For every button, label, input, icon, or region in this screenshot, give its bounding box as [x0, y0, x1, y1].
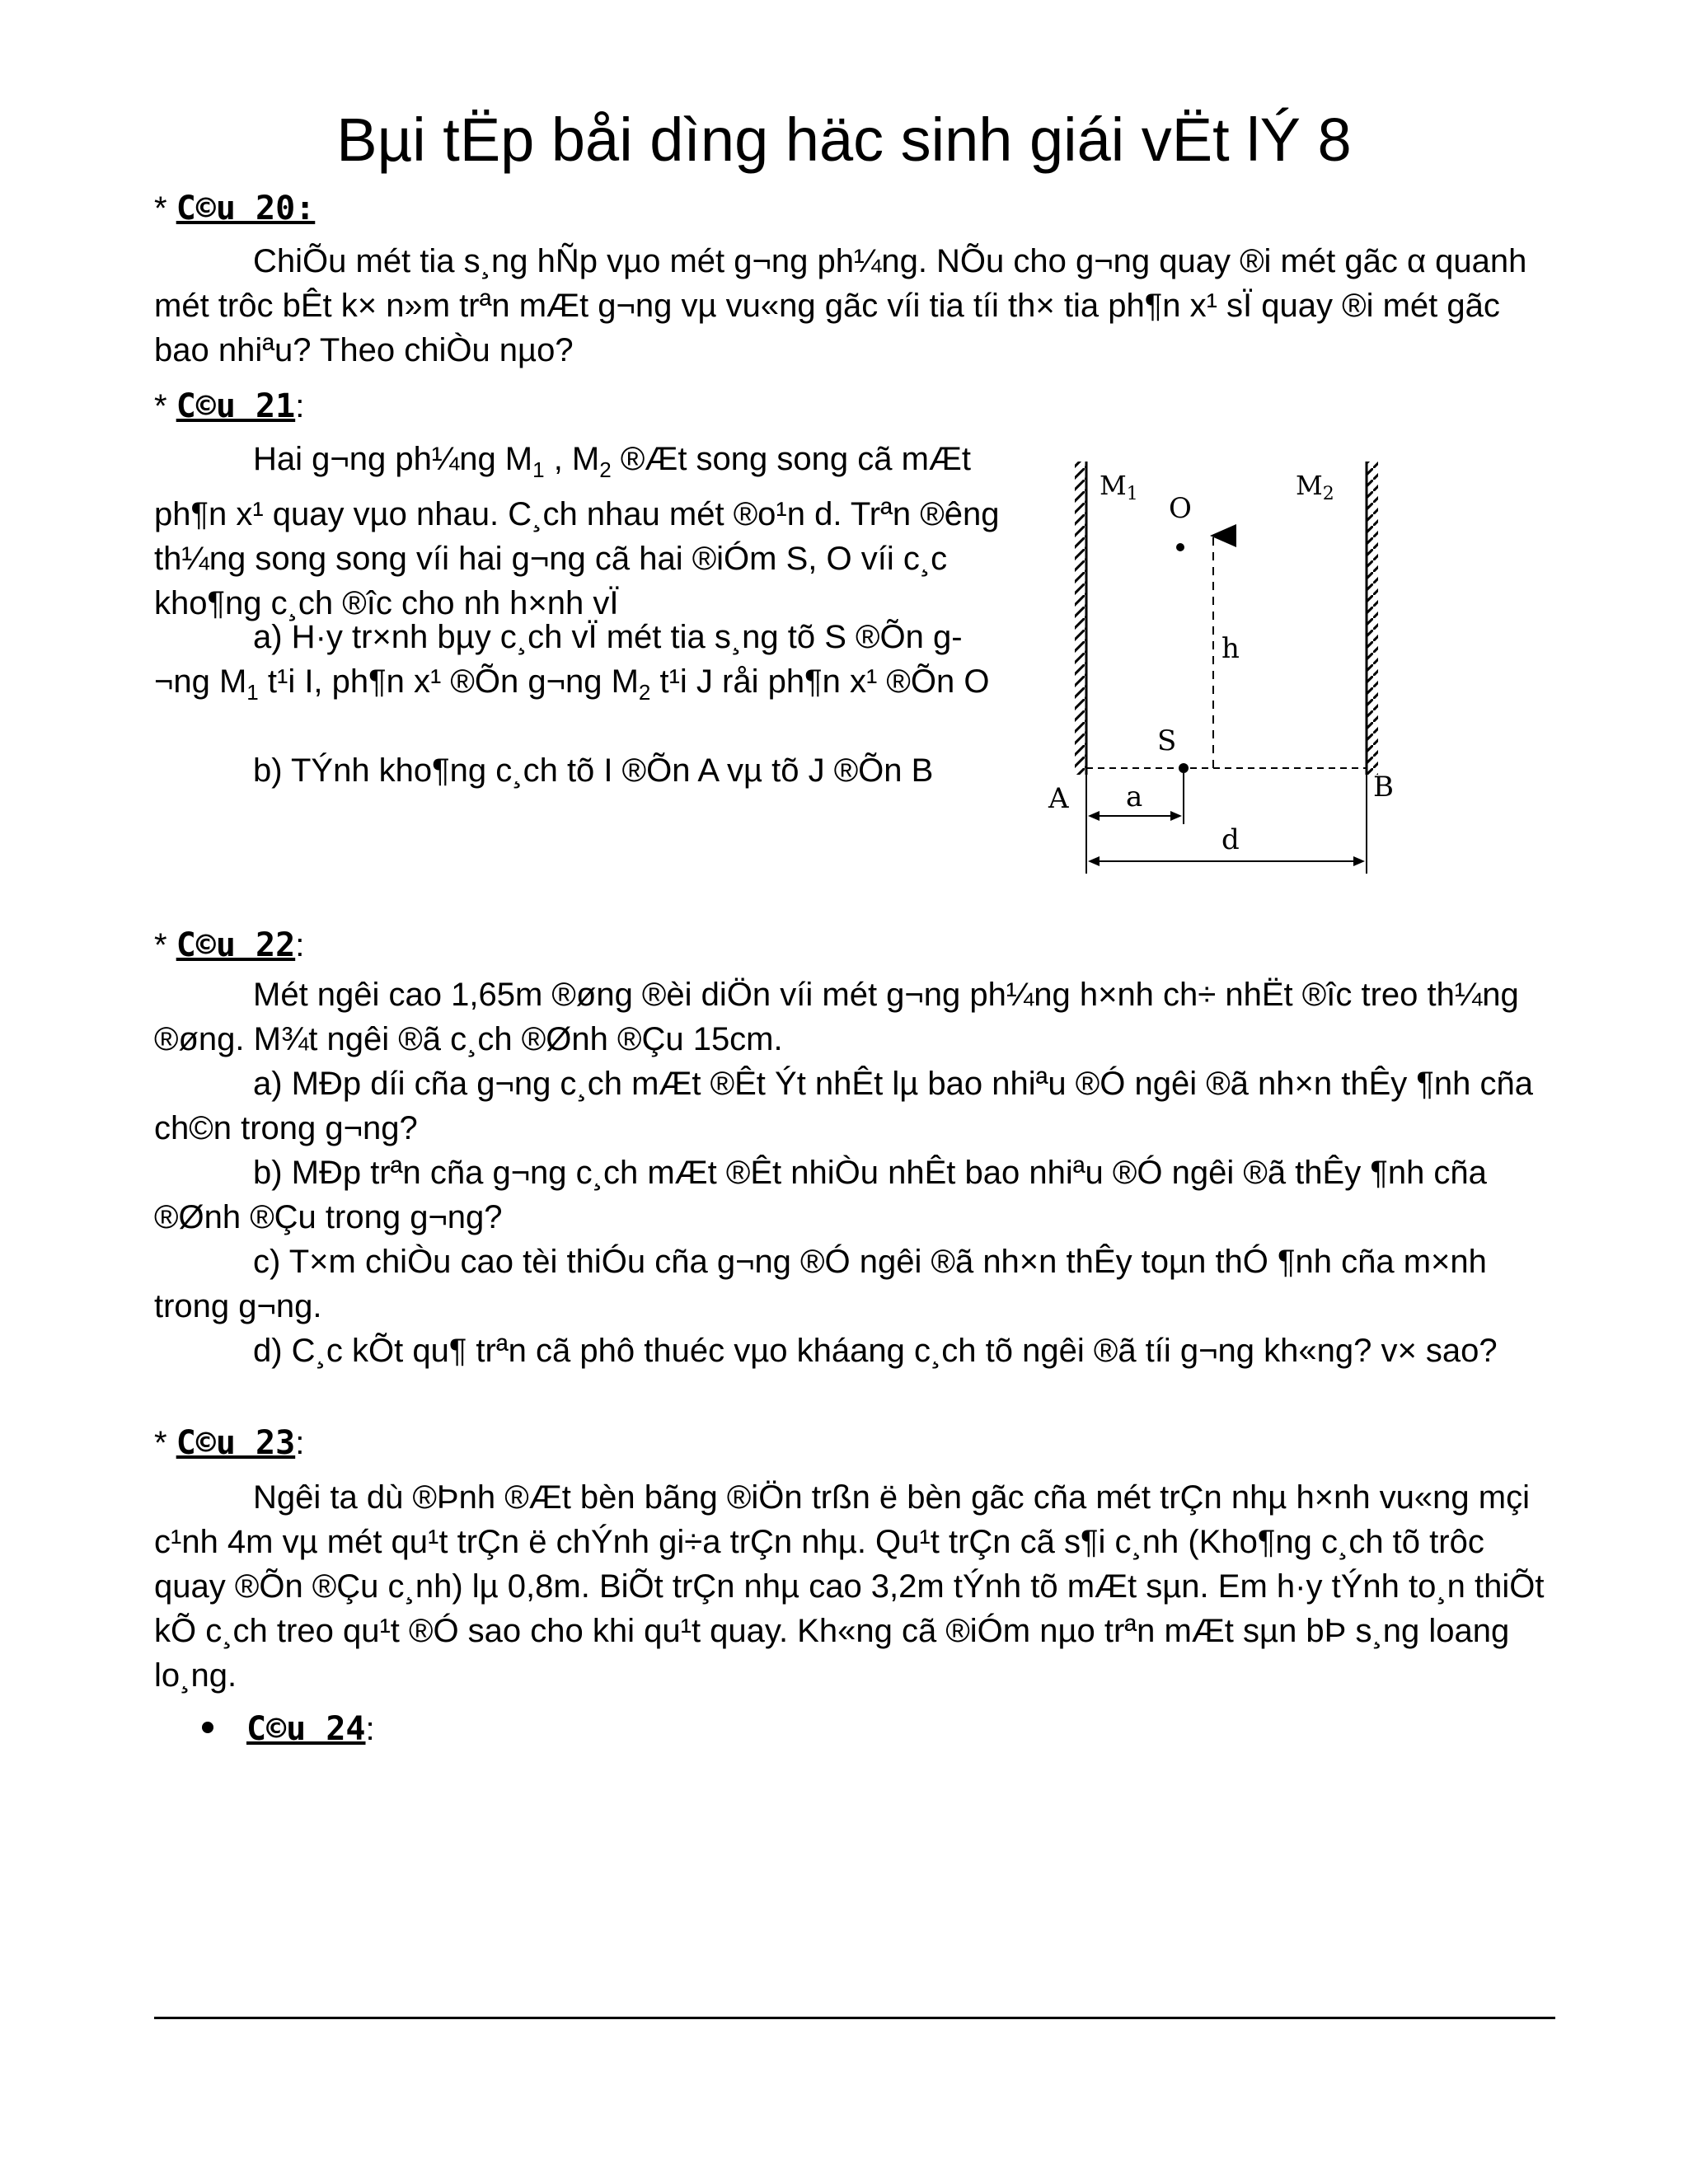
label-m2: M2: [1296, 470, 1334, 504]
question-20-heading: [154, 188, 315, 229]
heading-colon: :: [295, 927, 305, 963]
label-a-length: a: [1126, 780, 1143, 813]
label-h: h: [1221, 632, 1240, 665]
question-21-label: C©u 21: [176, 387, 296, 425]
two-mirrors-diagram: [1039, 445, 1434, 890]
label-b-point: B: [1373, 771, 1394, 804]
question-20-label: C©u 20:: [176, 190, 316, 227]
label-a-point: A: [1048, 782, 1069, 815]
question-21-part-b: b) TÝnh kho¶ng c¸ch tõ I ®Õn A vµ tõ J ®Õn B: [253, 752, 934, 789]
part-a-text: a) H·y tr×nh bµy c¸ch vÏ mét tia s¸ng tõ S ®Õn g¬ng M: [154, 619, 963, 700]
mirror-m1-hatch: [1075, 462, 1086, 775]
question-22-part-d: d) C¸c kÕt qu¶ trªn cã phô thuéc vµo kháang c¸ch tõ ngêi ®ã tíi g¬ng kh«ng? v× sao?: [253, 1333, 1498, 1369]
arrow-head: [1170, 811, 1182, 821]
part-a-text: t¹i I, ph¶n x¹ ®Õn g¬ng M: [258, 663, 639, 700]
question-22-label: C©u 22: [176, 926, 296, 964]
intro-part: , M: [544, 441, 600, 477]
intro-part: Hai g¬ng ph¼ng M: [253, 441, 533, 477]
arrow-head: [1088, 811, 1100, 821]
heading-prefix: *: [154, 1425, 176, 1461]
label-m1: M1: [1100, 470, 1138, 504]
question-23-label: C©u 23: [176, 1424, 296, 1462]
heading-colon: :: [295, 1425, 305, 1461]
footer-rule: [154, 2017, 1555, 2019]
subscript-2: 2: [638, 680, 651, 705]
heading-prefix: *: [154, 927, 176, 963]
part-a-text: t¹i J råi ph¶n x¹ ®Õn O: [650, 663, 990, 700]
heading-prefix: *: [154, 388, 176, 424]
page-title: Bµi tËp båi dìng häc sinh giái vËt lÝ 8: [336, 105, 1352, 174]
subscript-1: 1: [532, 457, 545, 482]
question-24-label: C©u 24: [246, 1710, 366, 1748]
subscript-2: 2: [599, 457, 612, 482]
question-22-text: Mét ngêi cao 1,65m ®øng ®èi diÖn víi mét g¬ng ph¼ng h×nh ch÷ nhËt ®îc treo th¼ng ®øng. M¾t ngêi ®ã c¸ch ®Ønh ®Çu 15cm.: [154, 977, 1519, 1057]
intro-part: ®Æt song song cã mÆt ph¶n x¹ quay vµo nhau. C¸ch nhau mét ®o¹n d. Trªn ®êng th¼ng song song víi hai g¬ng cã hai ®iÓm S, O víi c¸c kho¶ng c¸ch ®îc cho nh h×nh vÏ: [154, 441, 1000, 621]
question-21-heading: [154, 386, 304, 427]
question-21-part-a: [154, 615, 1003, 715]
question-22-part-a: a) MÐp díi cña g¬ng c¸ch mÆt ®Êt Ýt nhÊt lµ bao nhiªu ®Ó ngêi ®ã nh×n thÊy ¶nh cña ch©n trong g¬ng?: [154, 1066, 1533, 1146]
label-s: S: [1157, 724, 1177, 757]
mirror-m2-hatch: [1367, 462, 1378, 775]
label-d-length: d: [1221, 823, 1240, 856]
label-o: O: [1169, 492, 1192, 525]
question-23-text: Ngêi ta dù ®Þnh ®Æt bèn bãng ®iÖn trßn ë bèn gãc cña mét trÇn nhµ h×nh vu«ng mçi c¹nh 4m vµ mét qu¹t trÇn ë chÝnh gi÷a trÇn nhµ. Qu¹t trÇn cã s¶i c¸nh (Kho¶ng c¸ch tõ trôc quay ®Õn ®Çu c¸nh) lµ 0,8m. BiÕt trÇn nhµ cao 3,2m tÝnh tõ mÆt sµn. Em h·y tÝnh to¸n thiÕt kÕ c¸ch treo qu¹t ®Ó sao cho khi qu¹t quay. Kh«ng cã ®iÓm nµo trªn mÆt sµn bÞ s¸ng loang lo¸ng.: [154, 1479, 1545, 1694]
subscript-1: 1: [246, 680, 259, 705]
question-24-heading: [202, 1708, 375, 1750]
heading-prefix: *: [154, 190, 176, 227]
bullet-dot: [202, 1722, 213, 1733]
question-20-text: ChiÕu mét tia s¸ng hÑp vµo mét g¬ng ph¼ng. NÕu cho g¬ng quay ®i mét gãc α quanh mét trôc bÊt k× n»m trªn mÆt g¬ng vµ vu«ng gãc víi tia tíi th× tia ph¶n x¹ sÏ quay ®i mét gãc bao nhiªu? Theo chiÒu nµo?: [154, 243, 1527, 368]
question-22-heading: [154, 925, 304, 966]
point-o: [1176, 543, 1184, 551]
arrow-head: [1353, 856, 1365, 866]
question-22-part-b: b) MÐp trªn cña g¬ng c¸ch mÆt ®Êt nhiÒu nhÊt bao nhiªu ®Ó ngêi ®ã thÊy ¶nh cña ®Ønh ®Çu trong g¬ng?: [154, 1155, 1487, 1235]
question-21-intro: [154, 437, 1003, 626]
question-22-part-c: c) T×m chiÒu cao tèi thiÓu cña g¬ng ®Ó ngêi ®ã nh×n thÊy toµn thÓ ¶nh cña m×nh trong g¬ng.: [154, 1244, 1487, 1324]
heading-colon: :: [365, 1711, 375, 1747]
point-s: [1179, 763, 1189, 773]
heading-colon: :: [295, 388, 305, 424]
arrow-head: [1088, 856, 1100, 866]
question-23-heading: [154, 1422, 304, 1464]
